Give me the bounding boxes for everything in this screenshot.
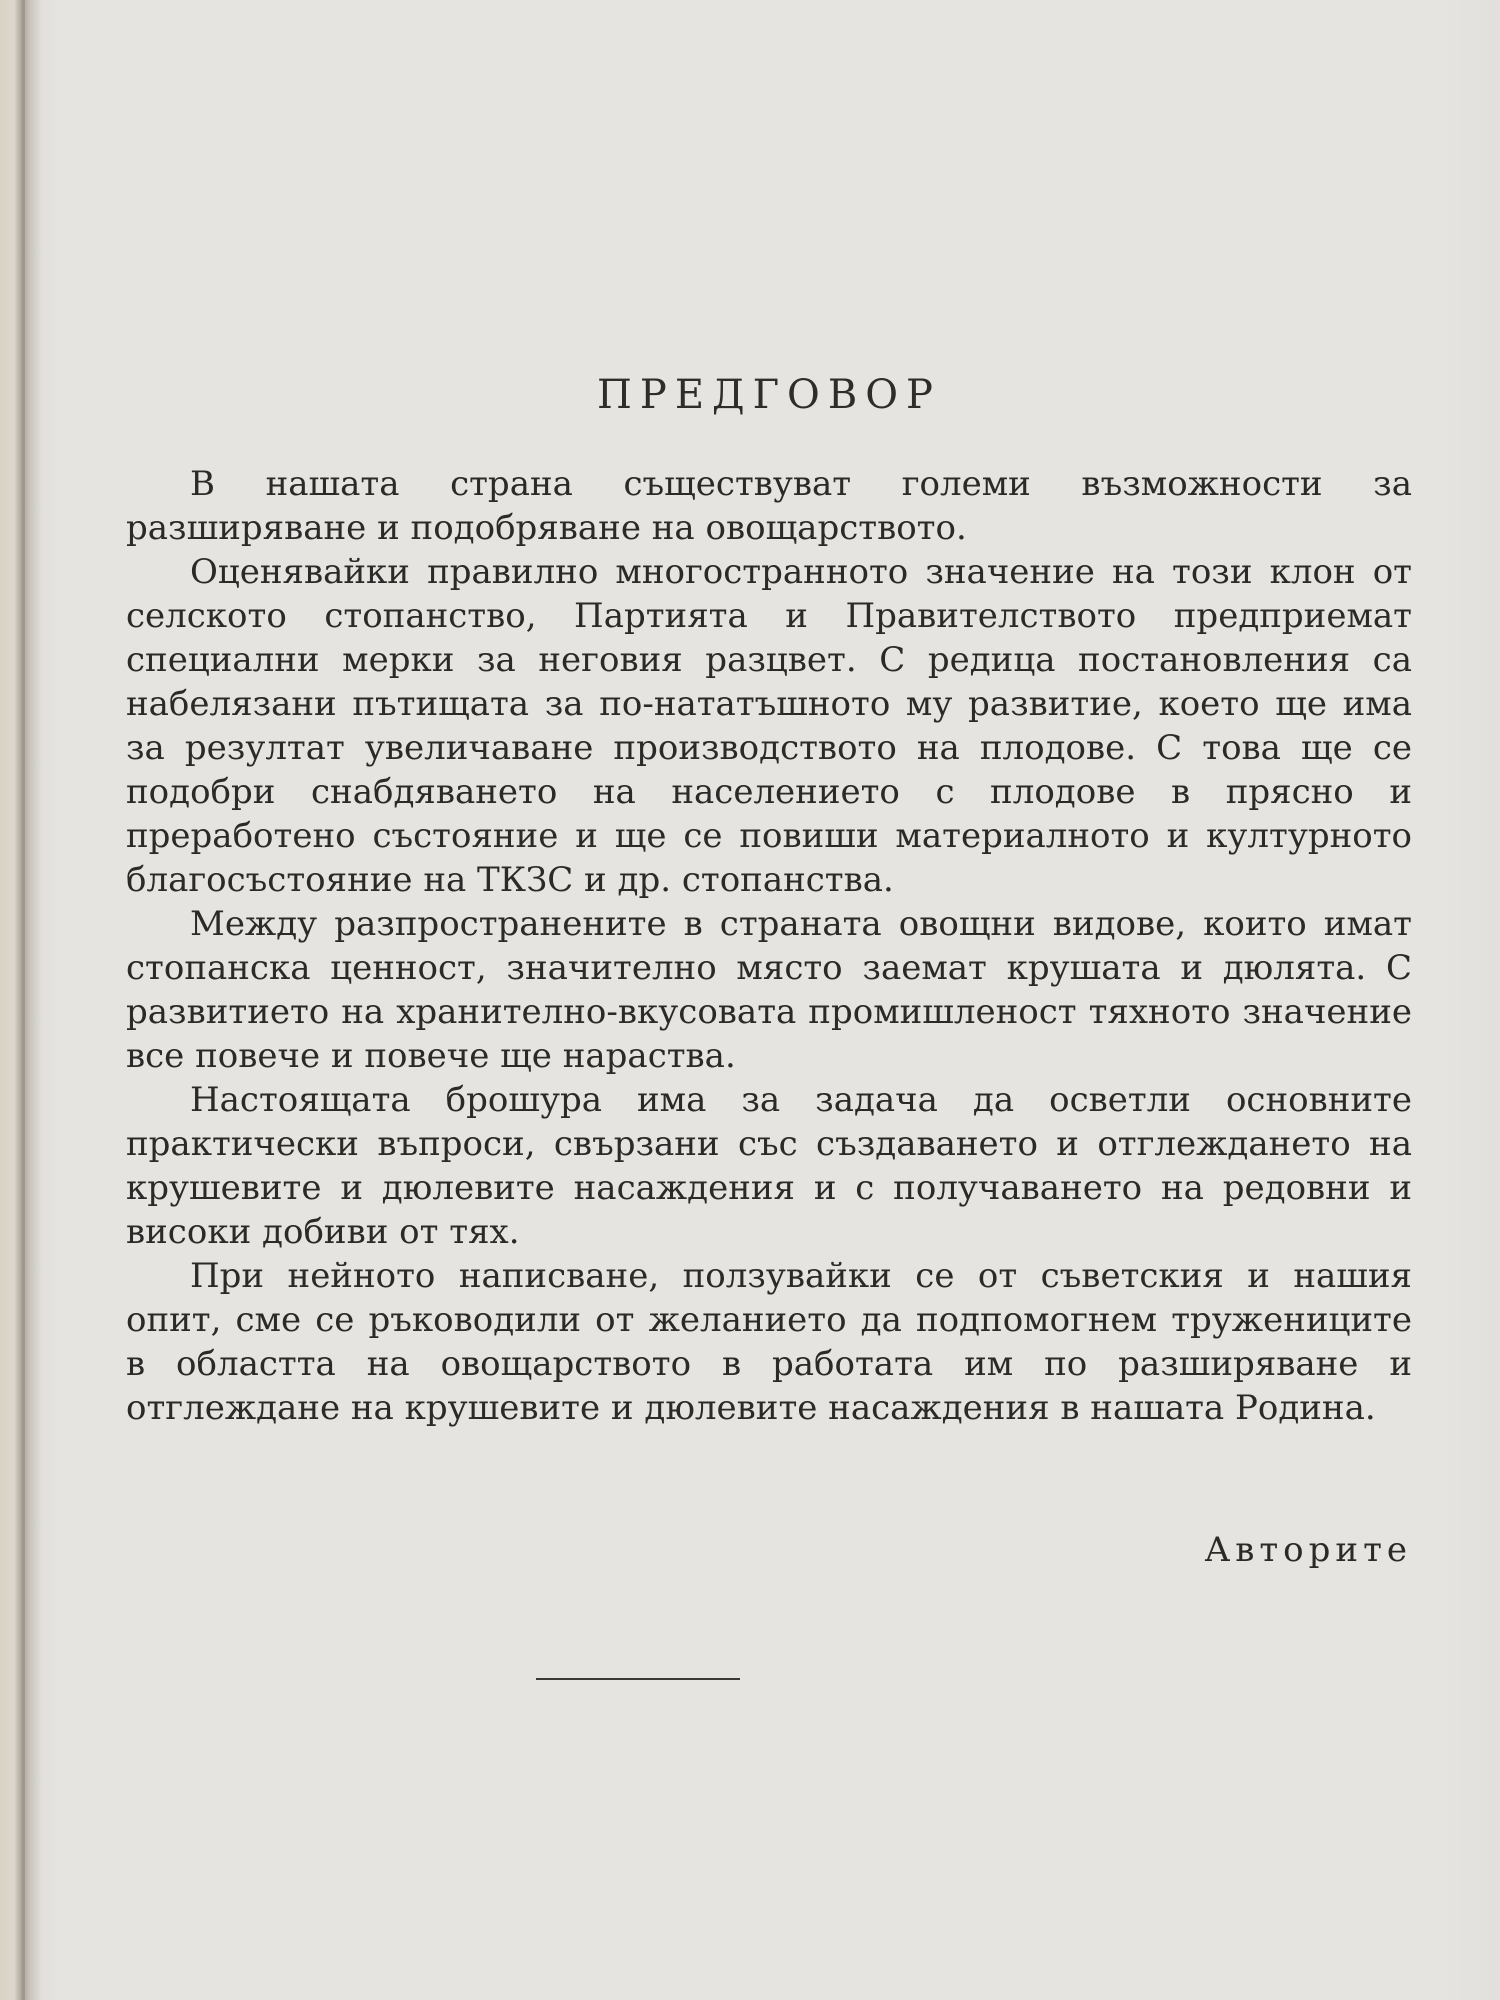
signature: Авторите — [1204, 1530, 1412, 1570]
paragraph-2: Оценявайки правилно многостранното значение на този клон от селското стопанство, Партията и Правителството предприемат специални мерки за неговия разцвет. С редица постановления са набелязани пътищата за по-нататъшното му развитие, което ще има за резултат увеличаване производството на плодове. С това ще се подобри снабдяването на населението с плодове в прясно и преработено състояние и ще се повиши материалното и културното благосъстояние на ТКЗС и др. стопанства. — [126, 552, 1412, 900]
page-title: ПРЕДГОВОР — [597, 372, 941, 418]
section-divider-line — [536, 1678, 740, 1680]
preface-body — [126, 462, 1412, 1430]
paragraph-1: В нашата страна съществуват големи възможности за разширяване и подобряване на овощарството. — [126, 464, 1412, 548]
paragraph-3: Между разпространените в страната овощни видове, които имат стопанска ценност, значително място заемат крушата и дюлята. С развитието на хранително-вкусовата промишленост тяхното значение все повече и повече ще нараства. — [126, 904, 1412, 1076]
paragraph-5: При нейното написване, ползувайки се от съветския и нашия опит, сме се ръководили от желанието да подпомогнем тружениците в областта на овощарството в работата им по разширяване и отглеждане на крушевите и дюлевите насаждения в нашата Родина. — [126, 1256, 1412, 1428]
page-spine-edge — [22, 0, 25, 2000]
paragraph-4: Настоящата брошура има за задача да осветли основните практически въпроси, свързани със създаването и отглеждането на крушевите и дюлевите насаждения и с получаването на редовни и високи добиви от тях. — [126, 1080, 1412, 1252]
